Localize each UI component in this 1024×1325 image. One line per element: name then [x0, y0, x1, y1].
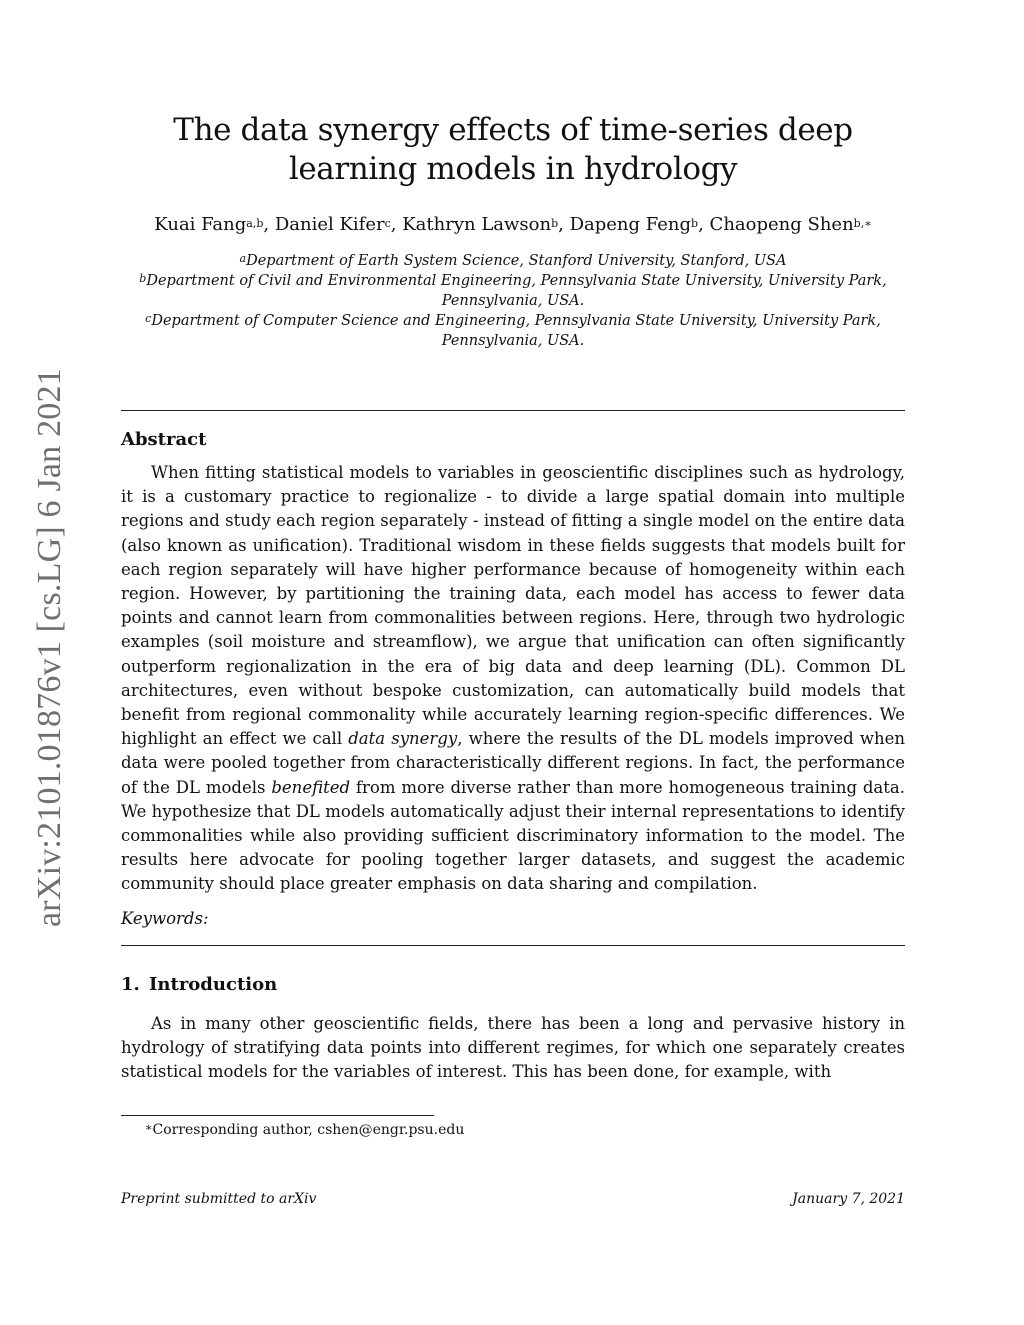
date-footer: January 7, 2021 [792, 1191, 905, 1207]
author-5-name: Chaopeng Shen [709, 214, 854, 235]
affiliation-c [121, 311, 905, 351]
author-3 [402, 214, 558, 235]
affiliation-b-marker: b [139, 272, 147, 286]
author-2 [275, 214, 391, 235]
section-title-text: Introduction [149, 974, 278, 995]
arxiv-identifier-stamp: arXiv:2101.01876v1 [cs.LG] 6 Jan 2021 [31, 368, 68, 928]
affiliation-b [121, 271, 905, 311]
abstract-emphasis-benefited: benefited [271, 777, 351, 797]
affiliation-a-marker: a [239, 252, 247, 266]
abstract-heading: Abstract [121, 429, 207, 450]
abstract-emphasis-data-synergy: data synergy [348, 729, 458, 749]
paper-title: The data synergy effects of time-series deep learning models in hydrology [173, 112, 853, 187]
author-3-affiliation-marker: b [551, 217, 559, 231]
affiliation-c-text: Department of Computer Science and Engineering, Pennsylvania State University, University Park, Pennsylvania, USA. [151, 313, 881, 349]
author-list: Kuai Fang$^{a,b}$, Daniel Kifer$^c$, Kathryn Lawson$^b$, Dapeng Feng$^b$, Chaopeng Shen$^{b,∗}$ [154, 214, 872, 235]
abstract-body [121, 461, 905, 897]
author-1 [154, 214, 263, 235]
author-4 [570, 214, 699, 235]
footnote-text: Corresponding author, cshen@engr.psu.edu [152, 1122, 465, 1138]
author-1-affiliation-marker: a,b [246, 217, 264, 231]
affiliation-c-marker: c [145, 312, 152, 326]
affiliation-b-text: Department of Civil and Environmental Engineering, Pennsylvania State University, University Park, Pennsylvania, USA. [146, 273, 887, 309]
author-4-name: Dapeng Feng [569, 214, 692, 235]
introduction-paragraph: As in many other geoscientific fields, there has been a long and pervasive history in hydrology of stratifying data points into different regimes, for which one separately creates statistical models for the variables of interest. This has been done, for example, with [121, 1014, 905, 1082]
section-number: 1. [121, 974, 140, 995]
affiliation-a [121, 251, 905, 271]
author-5-affiliation-marker: b,∗ [853, 217, 872, 231]
abstract-text-part-2: , where the results of the DL models improved when data were pooled together from characteristically different regions. In fact, the performance of the DL models [121, 729, 905, 797]
abstract-text-part-1: When fitting statistical models to variables in geoscientific disciplines such as hydrology, it is a customary practice to regionalize - to divide a large spatial domain into multiple regions and study each region separately - instead of fitting a single model on the entire data (also known as unification). Traditional wisdom in these fields suggests that models built for each region separately will have higher performance because of homogeneity within each region. However, by partitioning the training data, each model has access to fewer data points and cannot learn from commonalities between regions. Here, through two hydrologic examples (soil moisture and streamflow), we argue that unification can often significantly outperform regionalization in the era of big data and deep learning (DL). Common DL architectures, even without bespoke customization, can automatically build models that benefit from regional commonality while accurately learning region-specific differences. We highlight an effect we call [121, 463, 905, 749]
keywords-label: Keywords: [121, 909, 209, 928]
footnote-rule [121, 1115, 434, 1116]
author-2-affiliation-marker: c [384, 217, 391, 231]
author-3-name: Kathryn Lawson [402, 214, 552, 235]
footnote-marker: ∗ [145, 1121, 153, 1135]
author-5 [710, 214, 872, 235]
paper-page [121, 0, 905, 1325]
abstract-text-part-3: from more diverse rather than more homogeneous training data. We hypothesize that DL models automatically adjust their internal representations to identify commonalities while also providing sufficient discriminatory information to the model. The results here advocate for pooling together larger datasets, and suggest the academic community should place greater emphasis on data sharing and compilation. [121, 777, 905, 894]
preprint-footer: Preprint submitted to arXiv [121, 1191, 317, 1207]
abstract-top-rule [121, 410, 905, 411]
author-4-affiliation-marker: b [691, 217, 699, 231]
affiliation-list [121, 251, 905, 351]
section-heading-introduction [121, 973, 277, 997]
corresponding-author-footnote [145, 1120, 464, 1140]
abstract-bottom-rule [121, 945, 905, 946]
affiliation-a-text: Department of Earth System Science, Stanford University, Stanford, USA [246, 253, 787, 269]
author-1-name: Kuai Fang [154, 214, 247, 235]
author-2-name: Daniel Kifer [274, 214, 385, 235]
